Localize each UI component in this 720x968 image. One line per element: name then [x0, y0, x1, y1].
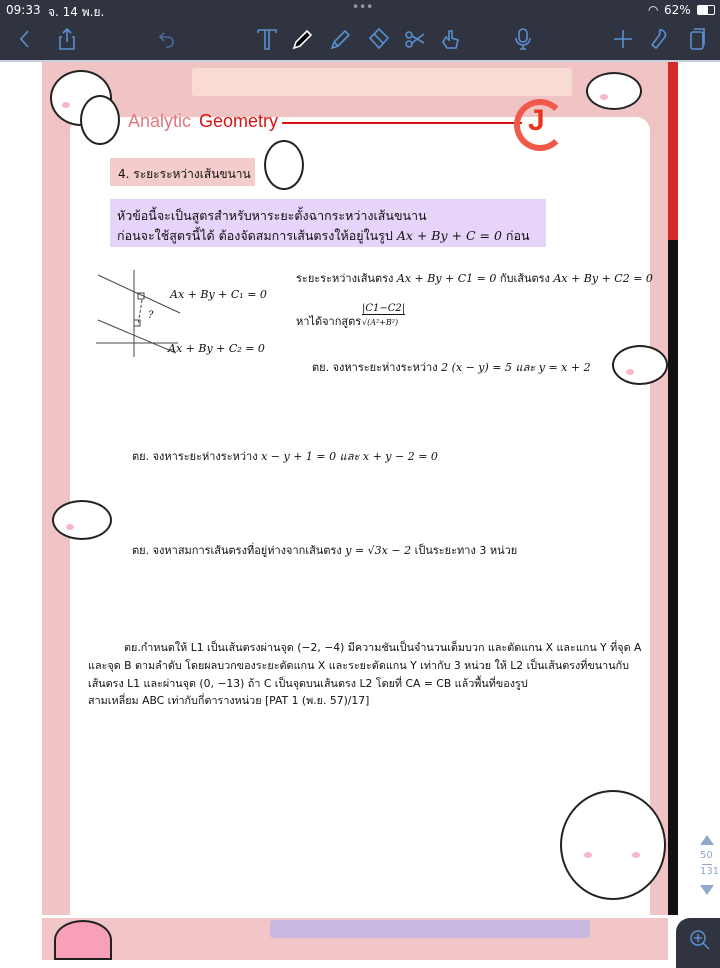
diagram-question: ? — [148, 310, 154, 321]
microphone-icon[interactable] — [508, 24, 538, 54]
math: Ax + By + C1 = 0 — [396, 272, 497, 285]
example-2 — [132, 447, 438, 465]
text: กับเส้นตรง — [496, 272, 554, 285]
next-page-preview — [42, 918, 668, 960]
math: 2 (x − y) = 5 และ y = x + 2 — [441, 361, 591, 374]
intro-text: ก่อน — [501, 228, 530, 243]
pager-divider — [702, 864, 712, 865]
text: ตย. จงหาสมการเส้นตรงที่อยู่ห่างจากเส้นตรง — [132, 544, 346, 557]
status-date: จ. 14 พ.ย. — [48, 5, 105, 19]
distance-statement — [296, 269, 653, 287]
page-edge-band — [668, 62, 678, 240]
diagram-eq-1: Ax + By + C₁ = 0 — [170, 288, 267, 301]
intro-line-2 — [117, 226, 530, 246]
add-page-icon[interactable] — [608, 24, 638, 54]
header-rule — [282, 122, 522, 124]
page-down-icon[interactable] — [700, 885, 714, 895]
example-4-line: เส้นตรง L1 และผ่านจุด (0, −13) ถ้า C เป็นจุดบนเส้นตรง L2 โดยที่ CA = CB แล้วพื้นที่ของรูป — [88, 677, 528, 690]
battery-level: 62% — [664, 3, 691, 17]
example-4-line: และจุด B ตามลำดับ โดยผลบวกของระยะตัดแกน X และระยะตัดแกน Y เท่ากับ 3 หน่วย ให้ L2 เป็นเส้นตรงที่ขนานกับ — [88, 659, 629, 672]
top-toolbar — [0, 0, 720, 60]
share-icon[interactable] — [52, 24, 82, 54]
zoom-button[interactable] — [676, 918, 720, 968]
intro-text: ก่อนจะใช้สูตรนี้ได้ ต้องจัดสมการเส้นตรงให้อยู่ในรูป — [117, 228, 397, 243]
mascot-sticker — [612, 345, 668, 385]
mascot-sticker — [586, 72, 642, 110]
formula-label: หาได้จากสูตร — [296, 315, 362, 328]
text: เป็นระยะทาง 3 หน่วย — [411, 544, 518, 557]
example-4-line: ตย.กำหนดให้ L1 เป็นเส้นตรงผ่านจุด (−2, −4) มีความชันเป็นจำนวนเต็มบวก และตัดแกน X และแกน Y ที่จุด A — [124, 641, 642, 654]
text: ระยะระหว่างเส้นตรง — [296, 272, 397, 285]
scissors-icon[interactable] — [400, 24, 430, 54]
section-title: 4. ระยะระหว่างเส้นขนาน — [118, 167, 251, 181]
multitask-dots-icon[interactable]: ••• — [352, 0, 374, 14]
status-time: 09:33 — [6, 3, 41, 17]
zoom-in-icon — [688, 928, 712, 952]
hand-pointer-icon[interactable] — [436, 24, 466, 54]
battery-icon — [697, 5, 715, 15]
mascot-sticker — [80, 95, 120, 145]
mascot-sticker — [560, 790, 666, 900]
intro-math: Ax + By + C = 0 — [396, 228, 502, 243]
back-icon[interactable] — [10, 24, 40, 54]
math: x − y + 1 = 0 และ x + y − 2 = 0 — [261, 450, 438, 463]
total-pages: 131 — [700, 866, 720, 877]
formula-denominator: √(A²+B²) — [362, 318, 399, 327]
text-tool-icon[interactable] — [252, 24, 282, 54]
mascot-sticker — [264, 140, 304, 190]
intro-line-1: หัวข้อนี้จะเป็นสูตรสำหรับหาระยะตั้งฉากระหว่างเส้นขนาน — [117, 208, 427, 223]
example-1 — [312, 358, 591, 376]
logo-letter: J — [528, 104, 545, 137]
math: y = √3x − 2 — [345, 544, 412, 557]
text: ตย. จงหาระยะห่างระหว่าง — [132, 450, 262, 463]
formula-numerator: |C1−C2| — [362, 303, 406, 314]
wrench-icon[interactable] — [643, 24, 673, 54]
page-edge-band — [668, 240, 678, 915]
header-title-analytic: Analytic — [128, 111, 192, 131]
header-banner — [192, 68, 572, 96]
example-3 — [132, 541, 517, 559]
next-page-banner — [270, 920, 590, 938]
diagram-eq-2: Ax + By + C₂ = 0 — [168, 342, 265, 355]
mascot-sticker — [52, 500, 112, 540]
pages-icon[interactable] — [682, 24, 712, 54]
wifi-icon: ◠ — [648, 3, 659, 17]
header-title-geometry: Geometry — [199, 111, 279, 131]
undo-icon[interactable] — [152, 24, 182, 54]
page-up-icon[interactable] — [700, 835, 714, 845]
pen-icon[interactable] — [287, 24, 317, 54]
highlighter-icon[interactable] — [325, 24, 355, 54]
eraser-icon[interactable] — [364, 24, 394, 54]
mascot-sticker — [54, 920, 112, 960]
current-page: 50 — [700, 850, 713, 861]
math: Ax + By + C2 = 0 — [553, 272, 653, 285]
text: ตย. จงหาระยะห่างระหว่าง — [312, 361, 442, 374]
example-4-line: สามเหลี่ยม ABC เท่ากับกี่ตารางหน่วย [PAT 1 (พ.ย. 57)/17] — [88, 694, 370, 707]
